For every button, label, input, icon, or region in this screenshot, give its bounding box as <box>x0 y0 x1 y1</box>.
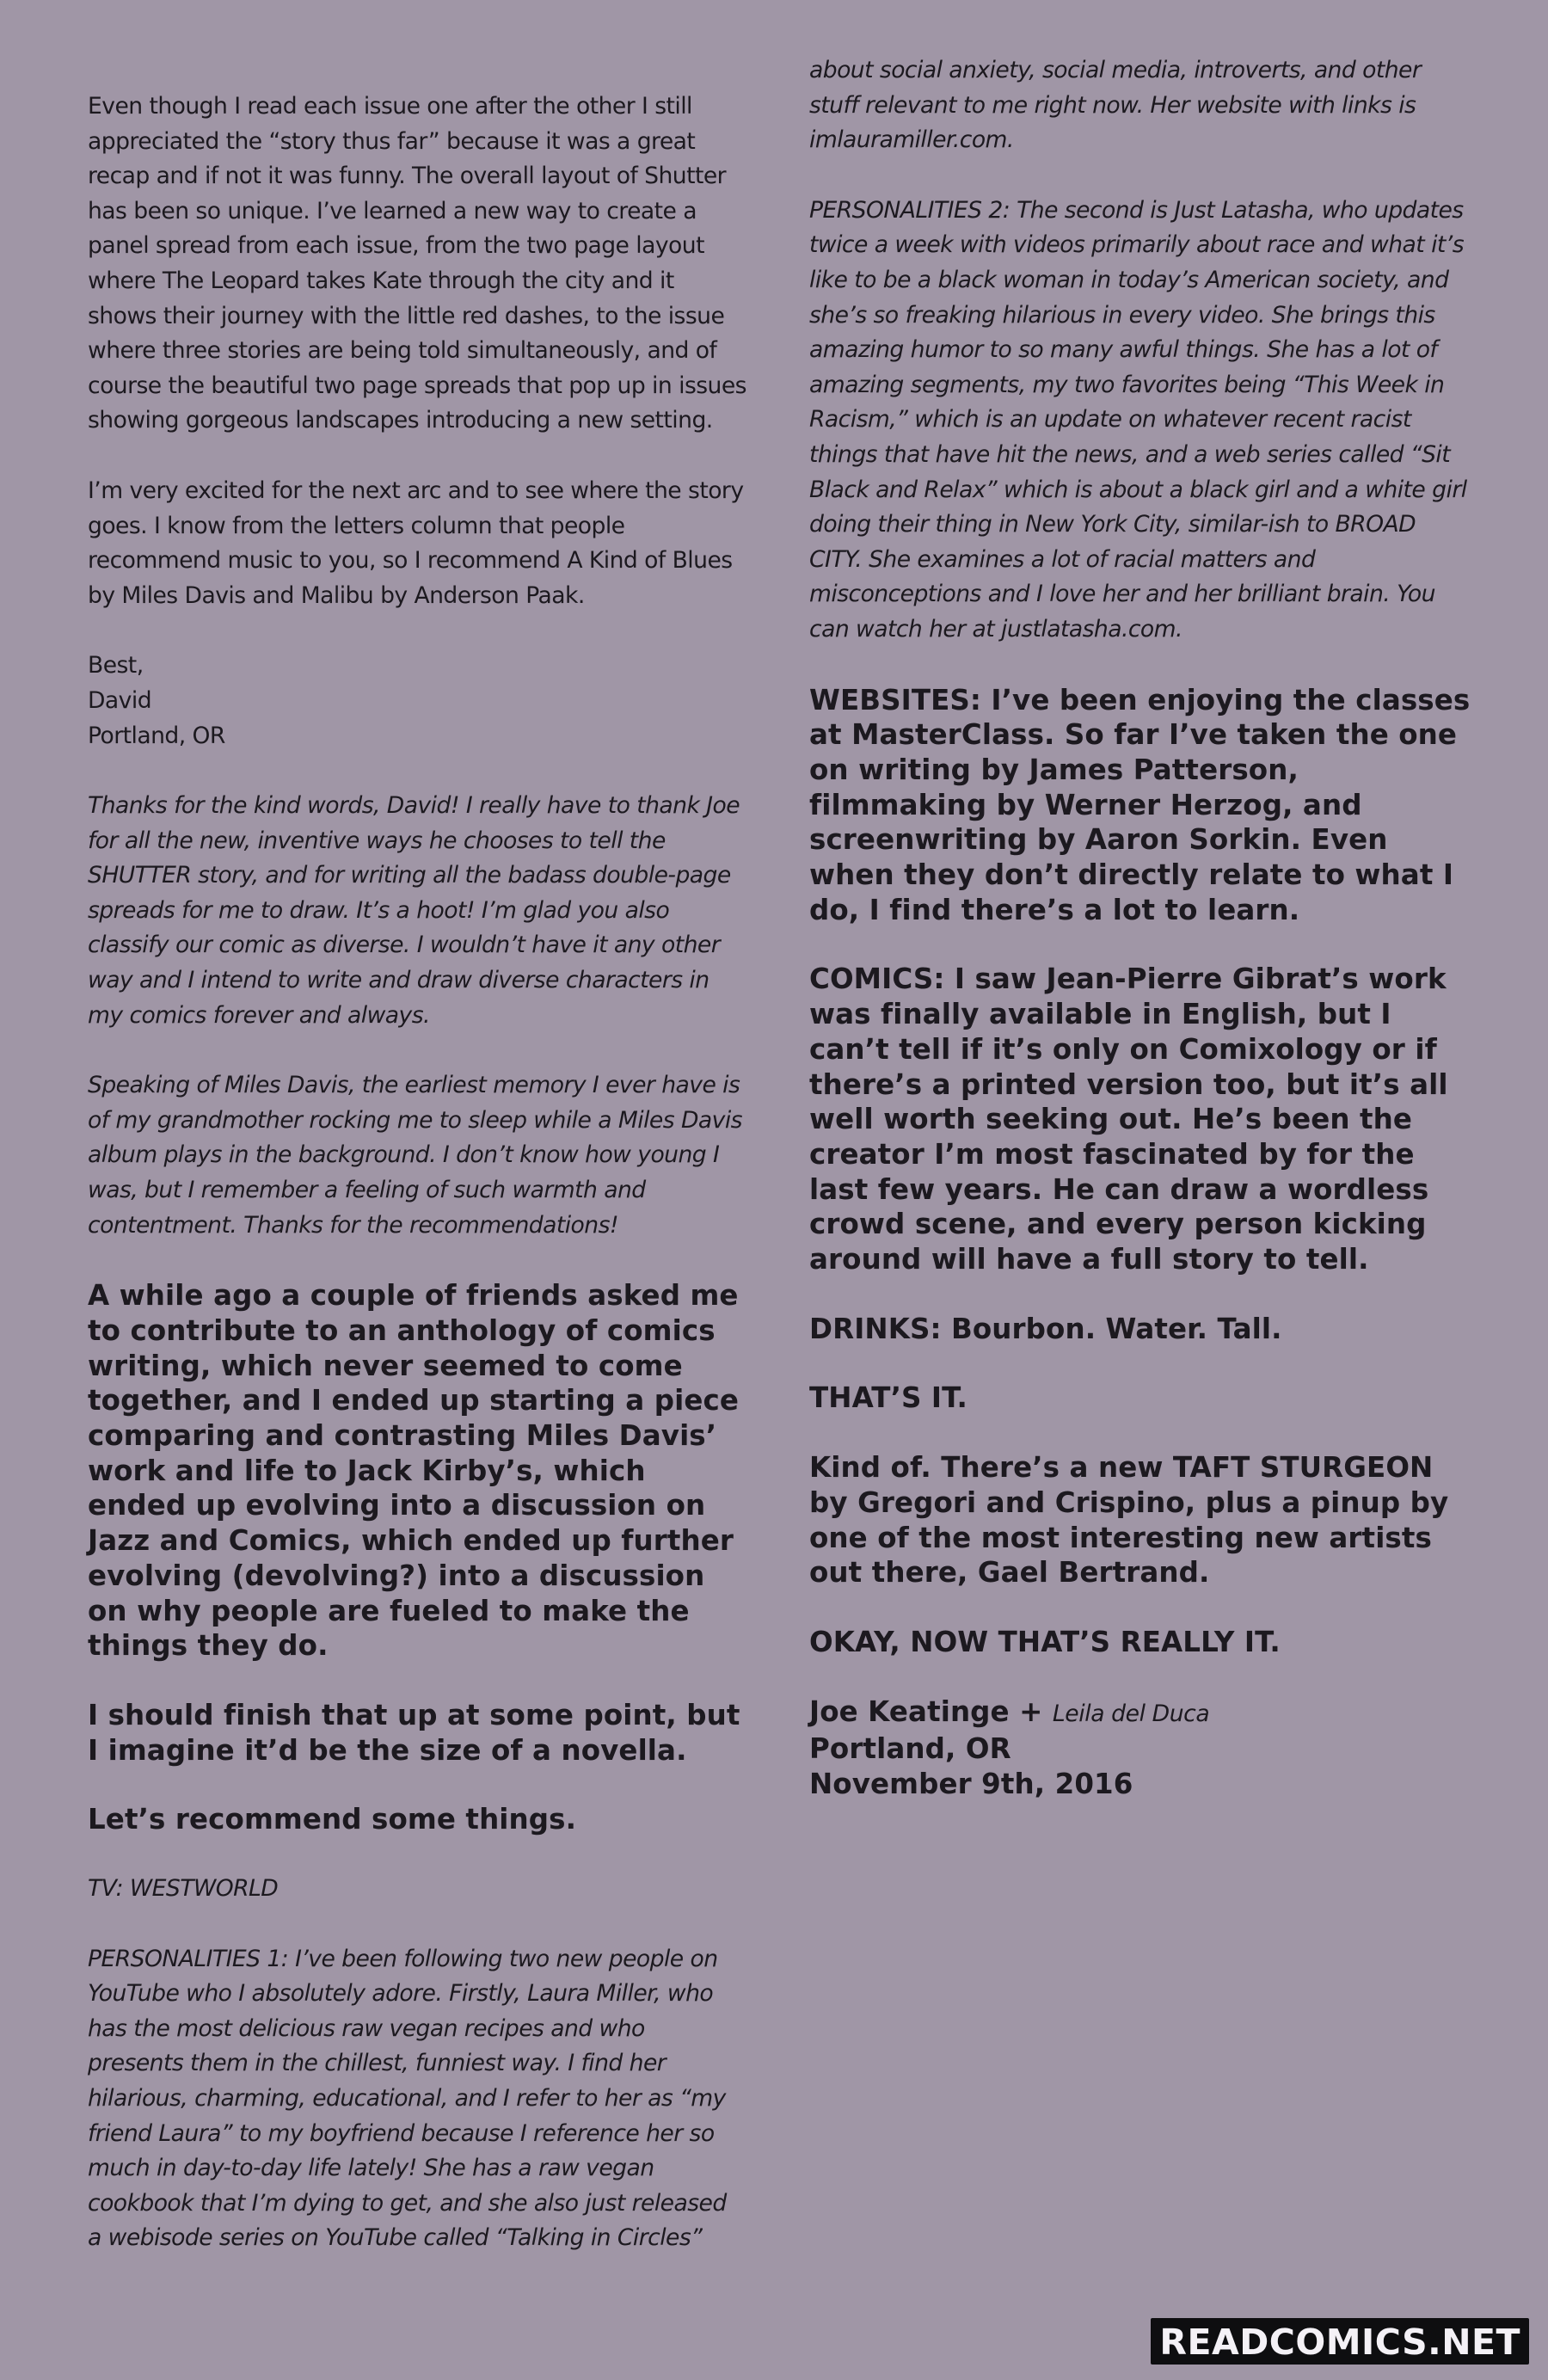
letter-paragraph-1: Even though I read each issue one after the other I still appreciated the “story thus far” because it was a great recap and if not it was funny. The overall layout of Shutter has been so unique. I’ve learned a new way to create a panel spread from each issue, from the two page layout where The Leopard takes Kate through the city and it shows their journey with the little red dashes, to the issue where three stories are being told simultaneously, and of course the beautiful two page spreads that pop up in issues showing gorgeous landscapes introducing a new setting. <box>88 93 746 434</box>
signature-location: Portland, OR <box>809 1732 1011 1766</box>
thats-it: THAT’S IT. <box>809 1381 968 1415</box>
kind-of-paragraph: Kind of. There’s a new TAFT STURGEON by Gregori and Crispino, plus a pinup by one of the most interesting new artists out there, Gael Bertrand. <box>809 1451 1449 1590</box>
signature-name: David <box>88 686 152 714</box>
editorial-paragraph-1: A while ago a couple of friends asked me to contribute to an anthology of comics writing, which never seemed to come together, and I ended up starting a piece comparing and contrasting Miles Davis’ work and life to Jack Kirby’s, which ended up evolving into a discussion on Jazz and Comics, which ended up further evolving (devolving?) into a discussion on why people are fueled to make the things they do. <box>88 1279 739 1663</box>
reply-paragraph-2: Speaking of Miles Davis, the earliest memory I ever have is of my grandmother rocking me to sleep while a Miles Davis album plays in the background. I don’t know how young I was, but I remember a feeling of such warmth and contentment. Thanks for the recommendations! <box>88 1072 742 1239</box>
watermark-logo: READCOMICS.NET <box>1151 2318 1529 2365</box>
recommendation-websites: WEBSITES: I’ve been enjoying the classes at MasterClass. So far I’ve taken the one on writing by James Patterson, filmmaking by Werner Herzog, and screenwriting by Aaron Sorkin. Even when they don’t directly relate to what I do, I find there’s a lot to learn. <box>809 683 1471 926</box>
signature-authors <box>809 1694 1471 1732</box>
recommendation-personalities-1: PERSONALITIES 1: I’ve been following two new people on YouTube who I absolutely adore. Firstly, Laura Miller, who has the most delicious raw vegan recipes and who presents them in the chillest, funniest way. I find her hilarious, charming, educational, and I refer to her as “my friend Laura” to my boyfriend because I reference her so much in day-to-day life lately! She has a raw vegan cookbook that I’m dying to get, and she also just released a webisode series on YouTube called “Talking in Circles” <box>88 1945 727 2252</box>
signature-closing: Best, <box>88 652 144 680</box>
really-it: OKAY, NOW THAT’S REALLY IT. <box>809 1625 1281 1658</box>
signature-place: Portland, OR <box>88 722 225 749</box>
signature-date: November 9th, 2016 <box>809 1768 1133 1801</box>
recommendation-tv: TV: WESTWORLD <box>88 1875 279 1903</box>
letter-signature <box>88 649 746 753</box>
recommendation-personalities-2: PERSONALITIES 2: The second is Just Latasha, who updates twice a week with videos primarily about race and what it’s like to be a black woman in today’s American society, and she’s so freaking hilarious in every video. She brings this amazing humor to so many awful things. She has a lot of amazing segments, my two favorites being “This Week in Racism,” which is an update on whatever recent racist things that have hit the news, and a web series called “Sit Black and Relax” which is about a black girl and a white girl doing their thing in New York City, similar-ish to BROAD CITY. She examines a lot of racial matters and misconceptions and I love her and her brilliant brain. You can watch her at justlatasha.com. <box>809 196 1467 643</box>
editorial-paragraph-2: I should finish that up at some point, but I imagine it’d be the size of a novella. <box>88 1698 740 1767</box>
recommendation-drinks: DRINKS: Bourbon. Water. Tall. <box>809 1312 1282 1345</box>
personalities-1-continued: about social anxiety, social media, introverts, and other stuff relevant to me right now. Her website with links is imlauramiller.com. <box>809 57 1422 154</box>
signature-coauthor: Leila del Duca <box>1052 1700 1210 1727</box>
left-column <box>88 89 746 2291</box>
signature-author: Joe Keatinge + <box>809 1694 1043 1728</box>
editorial-paragraph-3: Let’s recommend some things. <box>88 1803 577 1836</box>
letter-paragraph-2: I’m very excited for the next arc and to see where the story goes. I know from the letters column that people recommend music to you, so I recommend A Kind of Blues by Miles Davis and Malibu by Anderson Paak. <box>88 477 744 609</box>
right-column <box>809 53 1471 1836</box>
recommendation-comics: COMICS: I saw Jean-Pierre Gibrat’s work was finally available in English, but I can’t tell if it’s only on Comixology or if there’s a printed version too, but it’s all well worth seeking out. He’s been the creator I’m most fascinated by for the last few years. He can draw a wordless crowd scene, and every person kicking around will have a full story to tell. <box>809 962 1448 1276</box>
closing-signature <box>809 1694 1471 1802</box>
reply-paragraph-1: Thanks for the kind words, David! I really have to thank Joe for all the new, inventive ways he chooses to tell the SHUTTER story, and for writing all the badass double-page spreads for me to draw. It’s a hoot! I’m glad you also classify our comic as diverse. I wouldn’t have it any other way and I intend to write and draw diverse characters in my comics forever and always. <box>88 792 740 1029</box>
